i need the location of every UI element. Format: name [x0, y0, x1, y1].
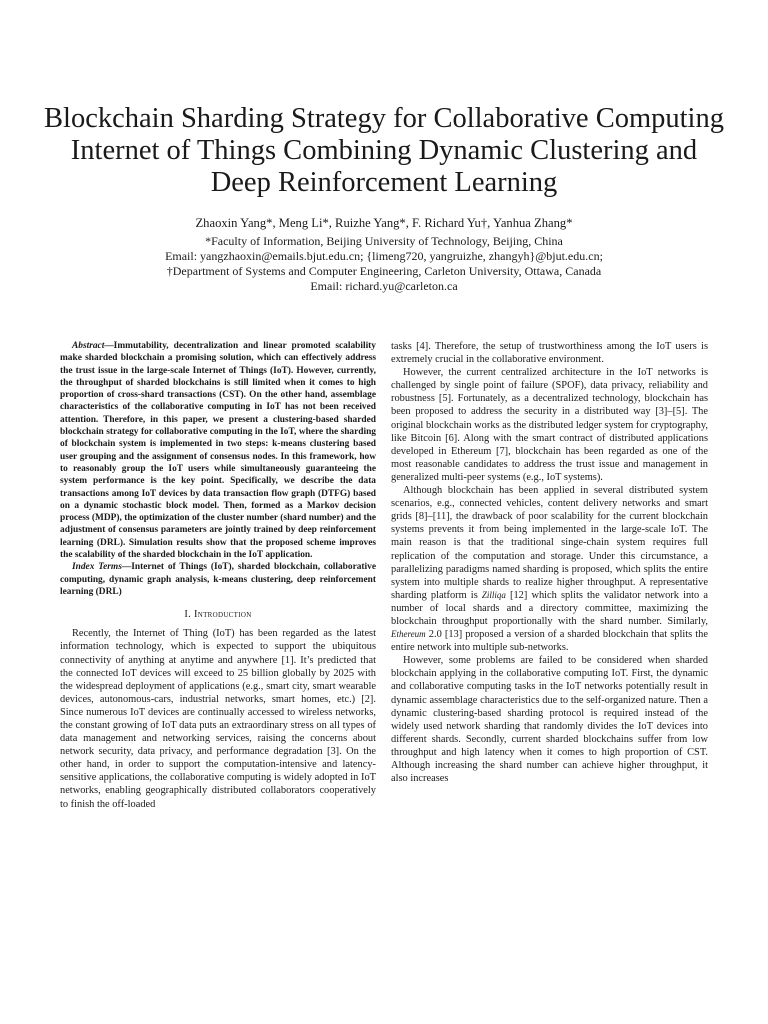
- email-1: Email: yangzhaoxin@emails.bjut.edu.cn; {limeng720, yangruizhe, zhangyh}@bjut.edu.cn;: [165, 249, 603, 263]
- paper-title: Blockchain Sharding Strategy for Collaborative Computing Internet of Things Combining Dynamic Clustering and Deep Reinforcement Learning: [44, 103, 724, 198]
- abstract: [60, 340, 376, 561]
- platform-zilliqa: Zilliqa: [481, 589, 506, 600]
- right-paragraph-2: [391, 484, 708, 654]
- section-heading: I. Introduction: [184, 609, 252, 621]
- right-paragraph-0: tasks [4]. Therefore, the setup of trustworthiness among the IoT users is extremely crucial in the collaborative environment.: [391, 341, 708, 366]
- index-terms: [60, 561, 376, 598]
- right-paragraph-2-c: 2.0 [13] proposed a version of a sharded blockchain that splits the entire network into multiple sub-networks.: [391, 629, 708, 654]
- right-paragraph-1: However, the current centralized architecture in the IoT networks is challenged by single point of failure (SPOF), data privacy, reliability and robustness [5]. Fortunately, as a decentralized technology, blockchain has been proposed to address the security in a distributed way [3]–[5]. The original blockchain works as the distributed ledger system for cryptography, like Bitcoin [6]. Along with the smart contract of distributed applications developed in Ethereum [7], blockchain has been regarded as one of the most reasonable candidates to address the trust issue and management in generalized multi-peer systems (e.g., IoT systems).: [391, 367, 708, 483]
- email-2: Email: richard.yu@carleton.ca: [310, 279, 458, 293]
- platform-ethereum: Ethereum: [391, 629, 426, 640]
- abstract-text: —Immutability, decentralization and linear promoted scalability make sharded blockchain a promising solution, which can effectively address the trust issue in the large-scale Internet of Things (IoT). However, currently, the throughput of sharded blockchains is still limited when it comes to high proportion of cross-shard transactions (CST). On the other hand, assemblage characteristics of the collaborative computing in IoT has not been received attention. Therefore, in this paper, we present a clustering-based sharded blockchain strategy for collaborative computing in the IoT, where the sharding of blockchain system is implemented in two steps: k-means clustering based user grouping and the assignment of consensus nodes. In this framework, how to reasonably group the IoT users while simultaneously guaranteeing the system performance is the key point. Specifically, we describe the data transactions among IoT devices by data transaction flow graph (DTFG) based on a dynamic stochastic block model. Then, formed as a Markov decision process (MDP), the optimization of the cluster number (shard number) and the adjustment of consensus parameters are jointly trained by deep reinforcement learning (DRL). Simulation results show that the proposed scheme improves the scalability of the sharded blockchain in the IoT application.: [60, 341, 376, 561]
- index-terms-text: —Internet of Things (IoT), sharded blockchain, collaborative computing, dynamic graph analysis, k-means clustering, deep reinforcement learning (DRL): [60, 562, 377, 597]
- right-paragraph-2-b: [12] which splits the validator network into a number of local shards and a directory committee, maximizing the blockchain throughput proportionally with the shard number. Similarly,: [391, 589, 708, 627]
- author-block: [40, 216, 728, 294]
- author-names: Zhaoxin Yang*, Meng Li*, Ruizhe Yang*, F. Richard Yu†, Yanhua Zhang*: [195, 216, 573, 230]
- right-paragraph-3: However, some problems are failed to be considered when sharded blockchain applying in the collaborative computing IoT. First, the dynamic and collaborative computing tasks in the IoT networks potentially result in dynamic assemblage characteristics due to the self-organized nature. Then a dynamic clustering-based sharding protocol is required instead of the widely used network sharding that randomly divides the IoT devices into different shards. Secondly, current sharded blockchains suffer from low throughput and high latency when it comes to high proportion of CST. Although increasing the shard number can achieve higher throughput, it also increases: [391, 655, 708, 785]
- intro-paragraph-1: Recently, the Internet of Thing (IoT) has been regarded as the latest information technology, which is expected to support the ubiquitous connectivity of anything at anytime and anywhere [1]. It’s predicted that the connected IoT devices will exceed to 25 billion globally by 2025 with the widespread deployment of applications (e.g., smart city, smart wearable devices, autonomous-cars, industrial networks, smart homes, etc.) [2]. Since numerous IoT devices are continually accessed to wireless networks, the constant growing of IoT data puts an extraordinary stress on all types of data management and networking services, raising the concerns about network security, data privacy, and performance degradation [3]. On the other hand, in order to support the computation-intensive and latency-sensitive applications, the collaborative computing is widely adopted in IoT networks, enabling geographically distributed collaborators cooperatively to finish the off-loaded: [60, 628, 376, 810]
- right-column: [391, 340, 708, 785]
- index-terms-label: Index Terms: [72, 562, 122, 573]
- left-column: [60, 340, 376, 811]
- abstract-label: Abstract: [72, 341, 105, 351]
- affiliation-2: †Department of Systems and Computer Engineering, Carleton University, Ottawa, Canada: [166, 264, 602, 278]
- right-paragraph-2-a: Although blockchain has been applied in several distributed system scenarios, e.g., connected vehicles, content delivery networks and smart grids [8]–[11], the drawback of poor scalability for the current blockchain systems prevents it from being implemented in the large-scale IoT. The main reason is that the traditional singe-chain system requires full replication of the computation and storage. Under this circumstance, a parallelizing paradigms named sharding is proposed, which splits the entire system into multiple shards to realize higher throughput. A representative sharding platform is: [391, 485, 708, 601]
- affiliation-1: *Faculty of Information, Beijing University of Technology, Beijing, China: [205, 234, 563, 248]
